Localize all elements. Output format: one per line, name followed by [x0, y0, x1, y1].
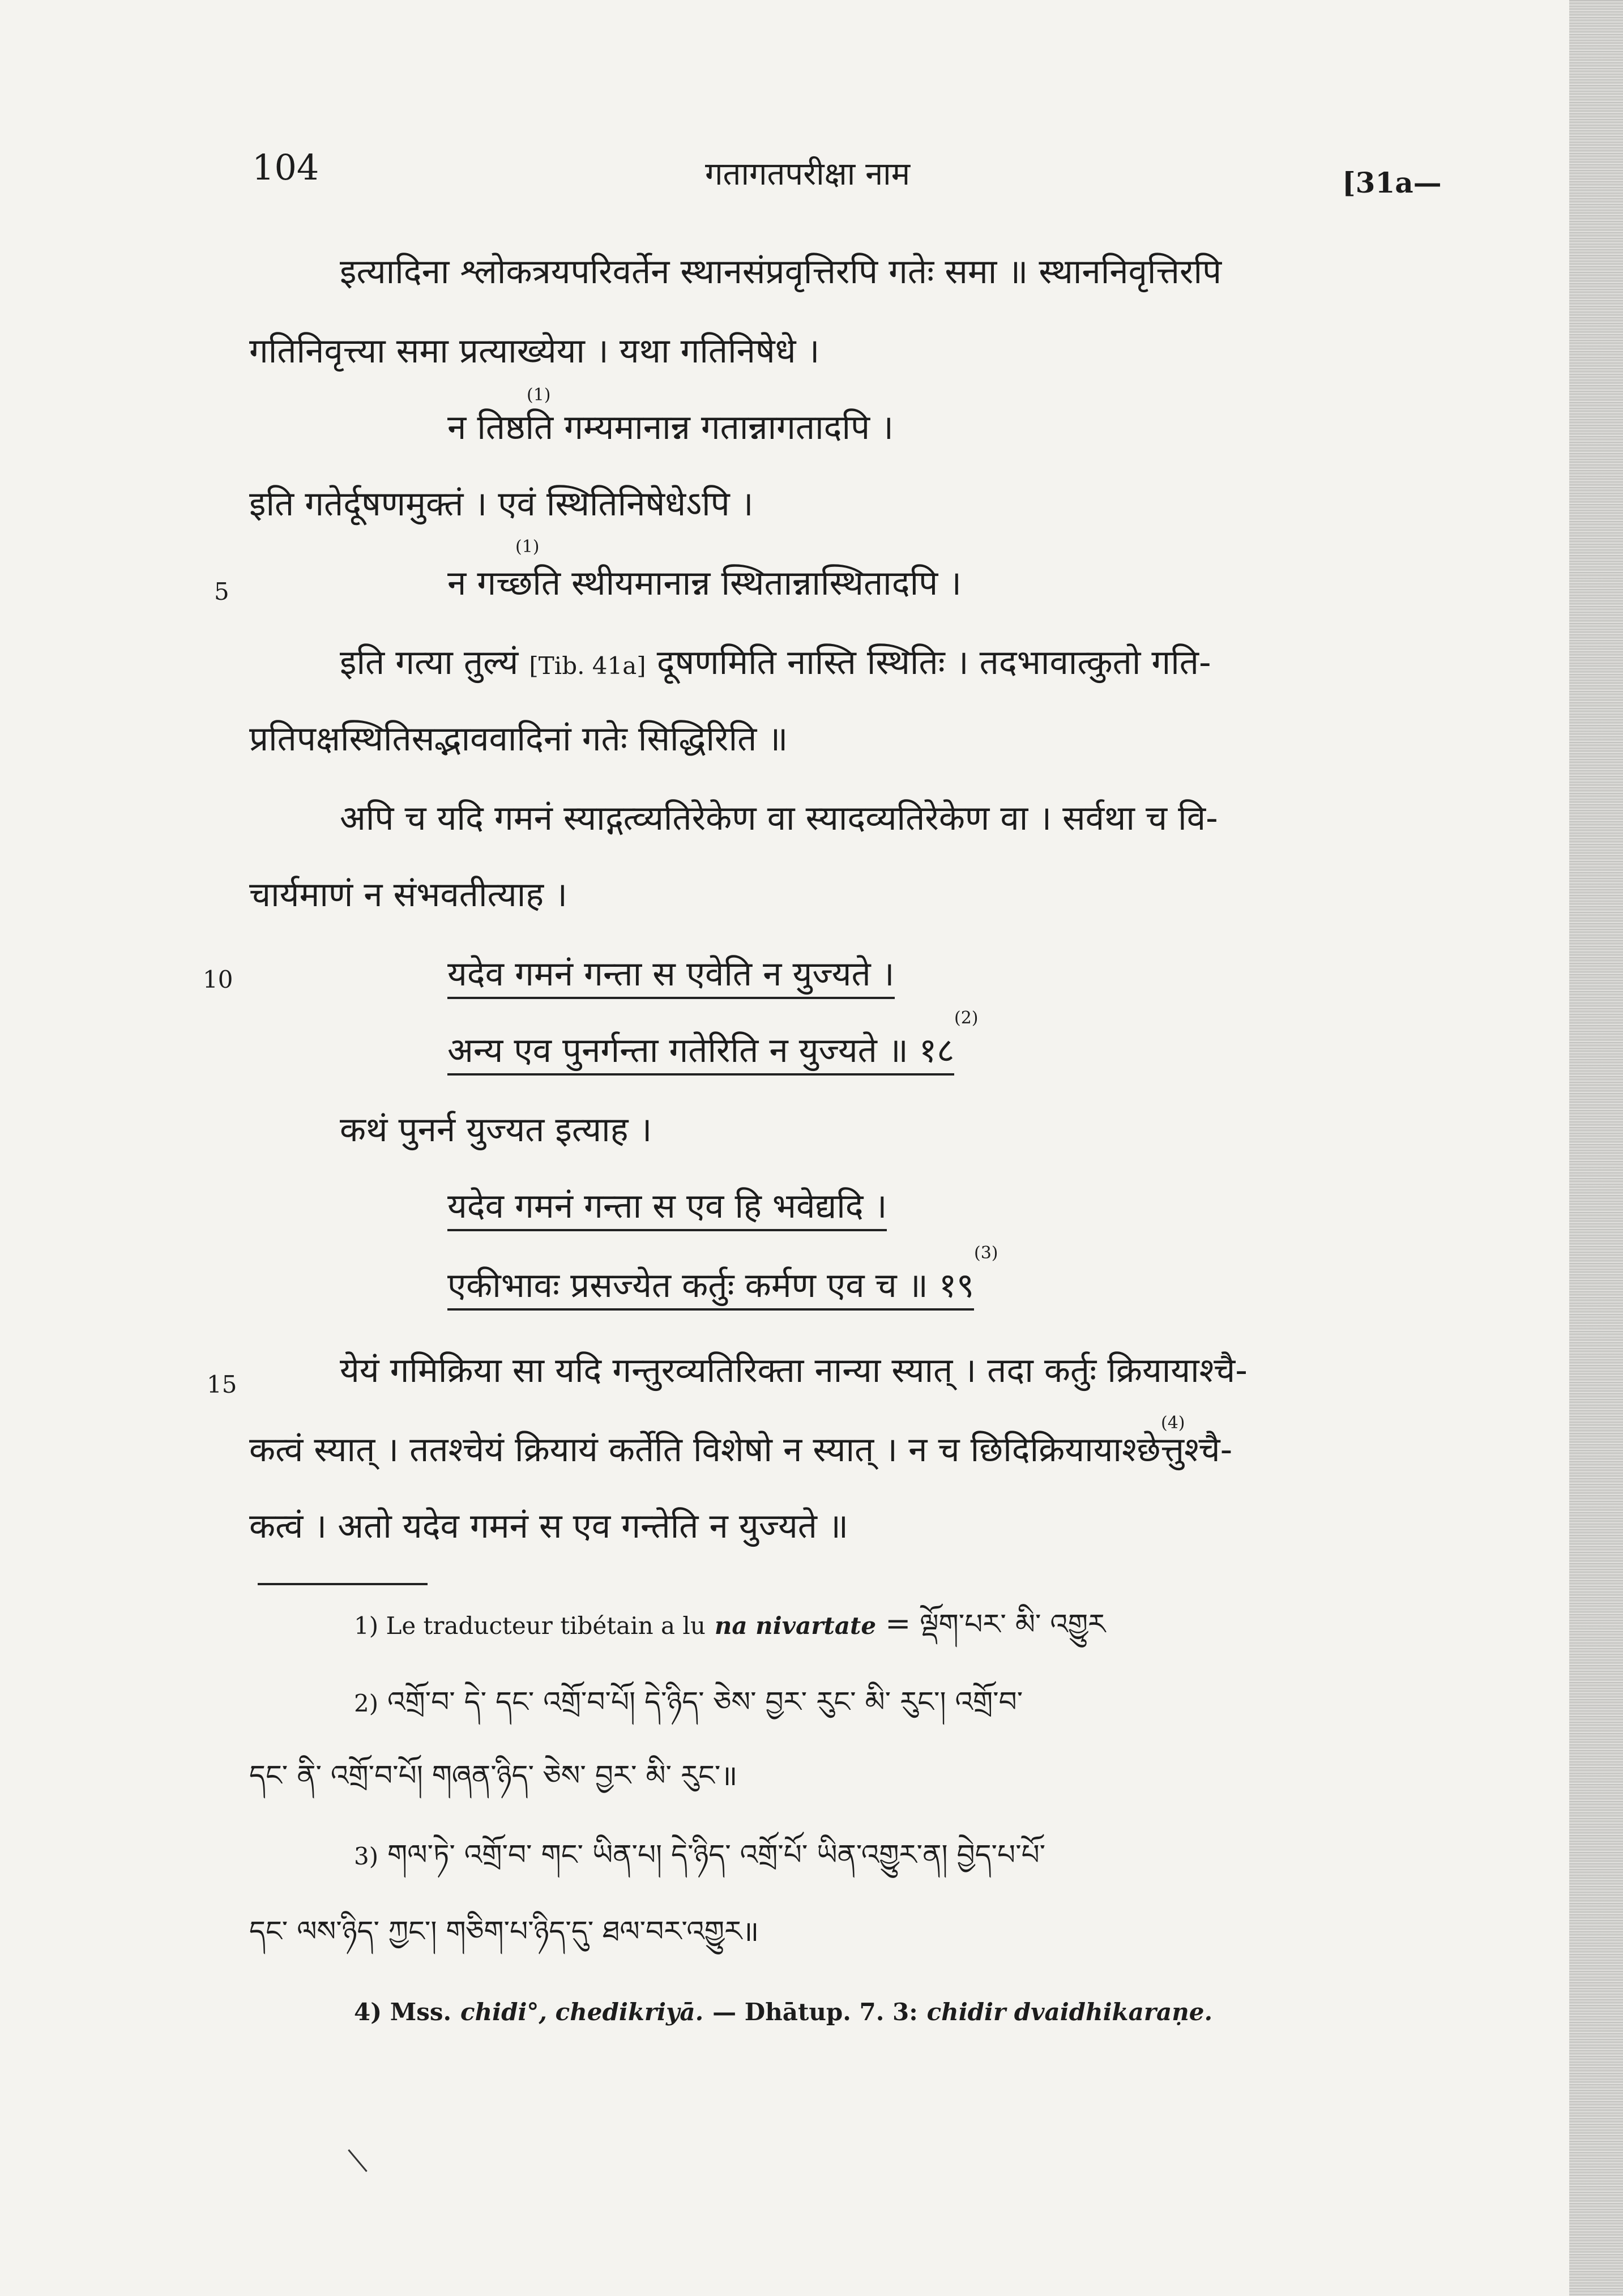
verse-18-line-a: यदेव गमनं गन्ता स एवेति न युज्यते । — [447, 957, 895, 999]
text-line-15: येयं गमिक्रिया सा यदि गन्तुरव्यतिरिक्ता नान्या स्यात् । तदा कर्तुः क्रियायाश्चै- — [340, 1351, 1248, 1390]
footnote-3-line-a — [354, 1838, 1046, 1871]
scan-edge-shadow — [1569, 0, 1623, 2296]
footnote-1-emphasis: na nivartate — [714, 1612, 877, 1640]
footnote-4-emphasis-2: chidir dvaidhikaraṇe. — [926, 1998, 1213, 2026]
note-marker-3: (3) — [974, 1243, 998, 1263]
pen-stray-mark — [348, 2149, 367, 2172]
verse-quote-1: न तिष्ठति गम्यमानान्न गतान्नागतादपि । — [447, 408, 894, 447]
footnote-1-equals: = — [885, 1606, 911, 1641]
page-number: 104 — [252, 147, 319, 188]
text-line-12: कथं पुनर्न युज्यत इत्याह । — [340, 1110, 652, 1150]
footnote-3-number: 3) — [354, 1842, 379, 1870]
line-number-15: 15 — [207, 1371, 237, 1398]
note-marker-4: (4) — [1161, 1413, 1185, 1433]
text-line-9: चार्यमाणं न संभवतीत्याह । — [249, 875, 567, 915]
footnote-4-emphasis-1: chidi°, chedikriyā. — [460, 1998, 704, 2026]
footnote-4 — [354, 1996, 1212, 2025]
footnote-4-middle: — Dhātup. 7. 3: — [712, 1998, 918, 2026]
footnote-1-tibetan: ལྡོག་པར་ མི་ འགྱུར — [920, 1608, 1106, 1641]
text-line-2: गतिनिवृत्त्या समा प्रत्याख्येया । यथा गतिनिषेधे । — [249, 331, 820, 371]
verse-quote-2: न गच्छति स्थीयमानान्न स्थितान्नास्थितादपि । — [447, 564, 962, 603]
text-line-6-a: इति गत्या तुल्यं — [340, 643, 519, 682]
line-number-5: 5 — [214, 578, 229, 605]
footnote-2-number: 2) — [354, 1689, 379, 1717]
running-title: गतागतपरीक्षा नाम — [705, 156, 911, 193]
folio-reference: [31a— — [1342, 166, 1442, 199]
note-marker-1a: (1) — [527, 385, 551, 405]
text-line-6-b: दूषणमिति नास्ति स्थितिः । तदभावात्कुतो गति- — [656, 643, 1211, 682]
verse-18-line-b: अन्य एव पुनर्गन्ता गतेरिति न युज्यते ॥ १८ — [447, 1034, 954, 1076]
text-line-8: अपि च यदि गमनं स्याद्गत्व्यतिरेकेण वा स्यादव्यतिरेकेण वा । सर्वथा च वि- — [340, 799, 1218, 838]
text-line-6 — [340, 643, 1211, 682]
text-line-17: कत्वं । अतो यदेव गमनं स एव गन्तेति न युज्यते ॥ — [249, 1507, 849, 1546]
footnote-3-line-b: དང་ ལས་ཉིད་ ཀྱང་། གཅིག་པ་ཉིད་དུ་ ཐལ་བར་འགྱུར॥ — [249, 1915, 759, 1948]
footnote-2-line-a — [354, 1685, 1023, 1718]
note-marker-1b: (1) — [515, 537, 540, 557]
verse-19-line-a: यदेव गमनं गन्ता स एव हि भवेद्यदि । — [447, 1189, 887, 1231]
footnote-1 — [354, 1608, 1105, 1639]
note-marker-2: (2) — [954, 1008, 979, 1028]
tibetan-folio-ref: [Tib. 41a] — [529, 652, 646, 680]
line-number-10: 10 — [203, 966, 233, 993]
footnote-1-text: 1) Le traducteur tibétain a lu — [354, 1612, 706, 1640]
text-line-1: इत्यादिना श्लोकत्रयपरिवर्तेन स्थानसंप्रवृत्तिरपि गतेः समा ॥ स्थाननिवृत्तिरपि — [340, 252, 1222, 292]
footnote-3-tibetan-a: གལ་ཏེ་ འགྲོ་བ་ གང་ ཡིན་པ། དེ་ཉིད་ འགྲོ་པོ་ ཡིན་འགྱུར་ན། བྱེད་པ་པོ་ — [387, 1838, 1046, 1871]
text-line-4: इति गतेर्दूषणमुक्तं । एवं स्थितिनिषेधेऽपि । — [249, 484, 754, 524]
text-line-7: प्रतिपक्षस्थितिसद्भाववादिनां गतेः सिद्धिरिति ॥ — [249, 719, 788, 759]
footnote-rule — [258, 1583, 428, 1585]
text-line-16: कत्वं स्यात् । ततश्चेयं क्रियायं कर्तेति विशेषो न स्यात् । न च छिदिक्रियायाश्छेत्तुश्चै- — [249, 1430, 1233, 1470]
verse-19-line-b: एकीभावः प्रसज्येत कर्तुः कर्मण एव च ॥ १९ — [447, 1269, 974, 1311]
footnote-2-line-b: དང་ ནི་ འགྲོ་བ་པོ། གཞན་ཉིད་ ཅེས་ བྱར་ མི་ རུང་॥ — [249, 1759, 738, 1792]
footnote-4-prefix: 4) Mss. — [354, 1998, 452, 2026]
footnote-2-tibetan-a: འགྲོ་བ་ དེ་ དང་ འགྲོ་བ་པོ། དེ་ཉིད་ ཅེས་ བྱར་ རུང་ མི་ རུང་། འགྲོ་བ་ — [387, 1685, 1023, 1718]
